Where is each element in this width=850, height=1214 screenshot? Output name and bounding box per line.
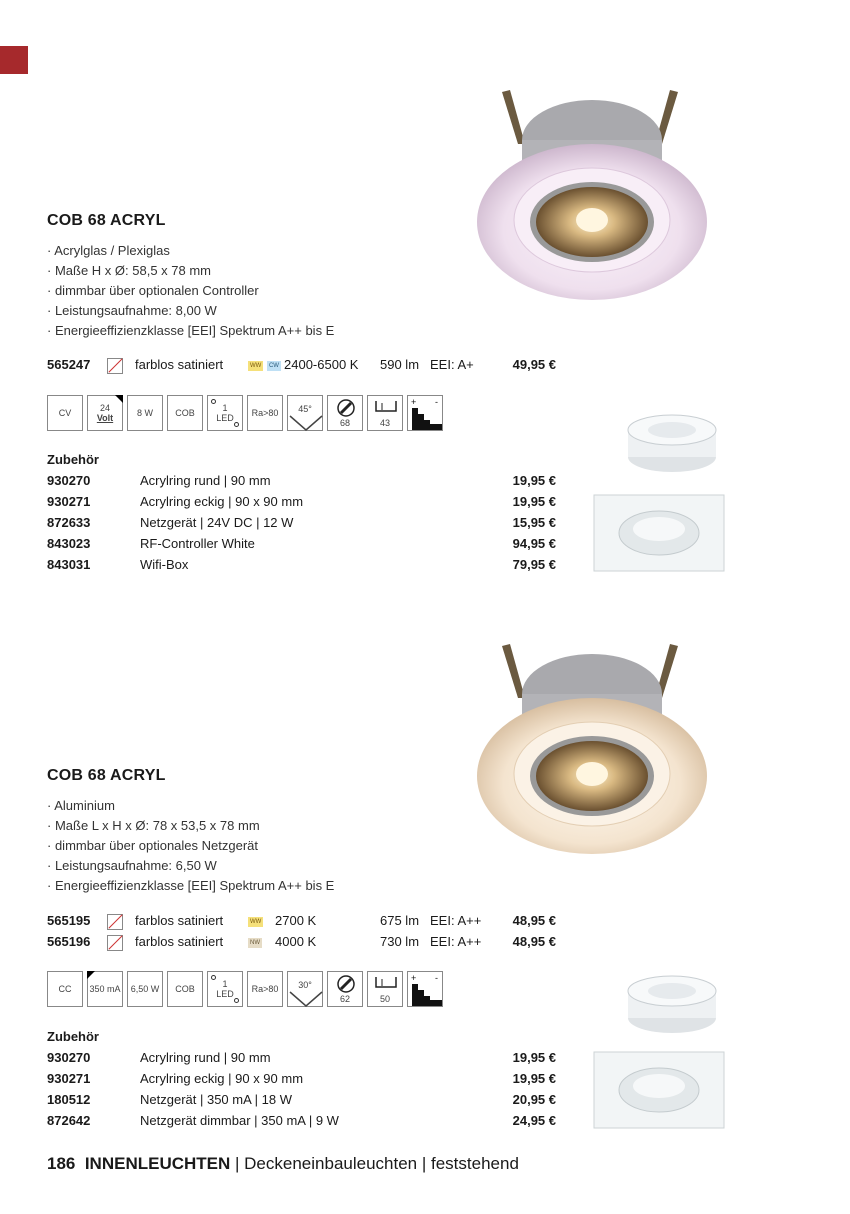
feature-item: · Maße H x Ø: 58,5 x 78 mm <box>47 261 334 281</box>
color-temperature: 2700 K <box>275 913 317 928</box>
energy-class: EEI: A+ <box>430 357 474 372</box>
voltage-icon: 24 Volt <box>87 395 123 431</box>
variant-row <box>47 354 567 375</box>
accessory-row: 843023 RF-Controller White 94,95 € <box>47 536 556 551</box>
energy-class: EEI: A++ <box>430 913 482 928</box>
depth-icon: 50 <box>367 971 403 1007</box>
price: 49,95 € <box>512 357 556 372</box>
chapter-tab <box>0 46 28 74</box>
finish-label: farblos satiniert <box>135 934 224 949</box>
feature-item: · Energieeffizienzklasse [EEI] Spektrum A++ bis E <box>47 876 334 896</box>
dimmable-icon <box>407 971 443 1007</box>
lumen: 675 lm <box>380 913 420 928</box>
variant-row <box>47 910 567 931</box>
feature-item: · Acrylglas / Plexiglas <box>47 241 334 261</box>
spec-icon-row <box>47 395 443 431</box>
spec-icon-row <box>47 971 443 1007</box>
feature-item: · Energieeffizienzklasse [EEI] Spektrum A++ bis E <box>47 321 334 341</box>
category: Deckeneinbauleuchten <box>244 1154 418 1173</box>
accessory-row: 843031 Wifi-Box 79,95 € <box>47 557 556 572</box>
accessory-row: 872642 Netzgerät dimmbar | 350 mA | 9 W 24,95 € <box>47 1113 556 1128</box>
color-temp-swatch: NW <box>250 939 260 946</box>
accessory-row: 180512 Netzgerät | 350 mA | 18 W 20,95 € <box>47 1092 556 1107</box>
color-temp-swatch: CW <box>268 362 279 369</box>
accessories-heading: Zubehör <box>47 452 99 467</box>
current-icon: 350 mA <box>87 971 123 1007</box>
article-number: 565247 <box>47 357 91 372</box>
lumen: 590 lm <box>380 357 420 372</box>
finish-label: farblos satiniert <box>135 913 224 928</box>
svg-text:+: + <box>411 973 417 983</box>
accessory-row: 930271 Acrylring eckig | 90 x 90 mm 19,95 € <box>47 494 556 509</box>
cri-icon: Ra>80 <box>247 395 283 431</box>
price: 48,95 € <box>512 934 556 949</box>
wattage-icon: 8 W <box>127 395 163 431</box>
price: 48,95 € <box>512 913 556 928</box>
wattage-icon: 6,50 W <box>127 971 163 1007</box>
depth-icon: 43 <box>367 395 403 431</box>
accessories-table <box>47 470 567 575</box>
feature-list <box>47 241 334 341</box>
product-image-2 <box>470 636 710 861</box>
section-title: INNENLEUCHTEN <box>84 1154 231 1173</box>
feature-item: · dimmbar über optionales Netzgerät <box>47 836 334 856</box>
drive-type-icon: CC <box>47 971 83 1007</box>
finish-icon <box>107 358 123 374</box>
feature-list <box>47 796 334 896</box>
dimmable-icon <box>407 395 443 431</box>
beam-angle-icon: 45° <box>287 395 323 431</box>
product-image-1 <box>470 82 710 307</box>
accessory-ring-square-image <box>592 1050 727 1130</box>
article-number: 565196 <box>47 934 91 949</box>
drive-type-icon: CV <box>47 395 83 431</box>
chip-icon: COB <box>167 971 203 1007</box>
accessory-row: 930270 Acrylring rund | 90 mm 19,95 € <box>47 1050 556 1065</box>
color-temp-swatch: WW <box>250 362 262 369</box>
cutout-icon: 62 <box>327 971 363 1007</box>
color-temperature: 2400-6500 K <box>284 357 359 372</box>
accessories-heading: Zubehör <box>47 1029 99 1044</box>
page-footer: 186 INNENLEUCHTEN | Deckeneinbauleuchten | feststehend <box>47 1154 519 1173</box>
lumen: 730 lm <box>380 934 420 949</box>
accessory-row: 930270 Acrylring rund | 90 mm 19,95 € <box>47 473 556 488</box>
svg-text:-: - <box>435 973 438 983</box>
finish-icon <box>107 914 123 930</box>
finish-label: farblos satiniert <box>135 357 224 372</box>
variant-row <box>47 931 567 952</box>
accessory-ring-square-image <box>592 493 727 573</box>
color-temperature: 4000 K <box>275 934 317 949</box>
accessory-row: 872633 Netzgerät | 24V DC | 12 W 15,95 € <box>47 515 556 530</box>
finish-icon <box>107 935 123 951</box>
svg-text:+: + <box>411 397 417 407</box>
feature-item: · Aluminium <box>47 796 334 816</box>
led-icon: 1 LED <box>207 971 243 1007</box>
beam-angle-icon: 30° <box>287 971 323 1007</box>
feature-item: · dimmbar über optionalen Controller <box>47 281 334 301</box>
cutout-icon: 68 <box>327 395 363 431</box>
accessory-ring-round-image <box>615 402 730 477</box>
led-icon: 1 LED <box>207 395 243 431</box>
feature-item: · Maße L x H x Ø: 78 x 53,5 x 78 mm <box>47 816 334 836</box>
product-title: COB 68 ACRYL <box>47 767 166 784</box>
chip-icon: COB <box>167 395 203 431</box>
svg-text:-: - <box>435 397 438 407</box>
color-temp-swatch: WW <box>250 918 262 925</box>
product-title: COB 68 ACRYL <box>47 212 166 229</box>
energy-class: EEI: A++ <box>430 934 482 949</box>
feature-item: · Leistungsaufnahme: 6,50 W <box>47 856 334 876</box>
subcategory: feststehend <box>431 1154 519 1173</box>
cri-icon: Ra>80 <box>247 971 283 1007</box>
feature-item: · Leistungsaufnahme: 8,00 W <box>47 301 334 321</box>
accessory-ring-round-image <box>615 963 730 1038</box>
article-number: 565195 <box>47 913 91 928</box>
page-number: 186 <box>47 1154 76 1173</box>
accessory-row: 930271 Acrylring eckig | 90 x 90 mm 19,95 € <box>47 1071 556 1086</box>
accessories-table <box>47 1047 567 1131</box>
